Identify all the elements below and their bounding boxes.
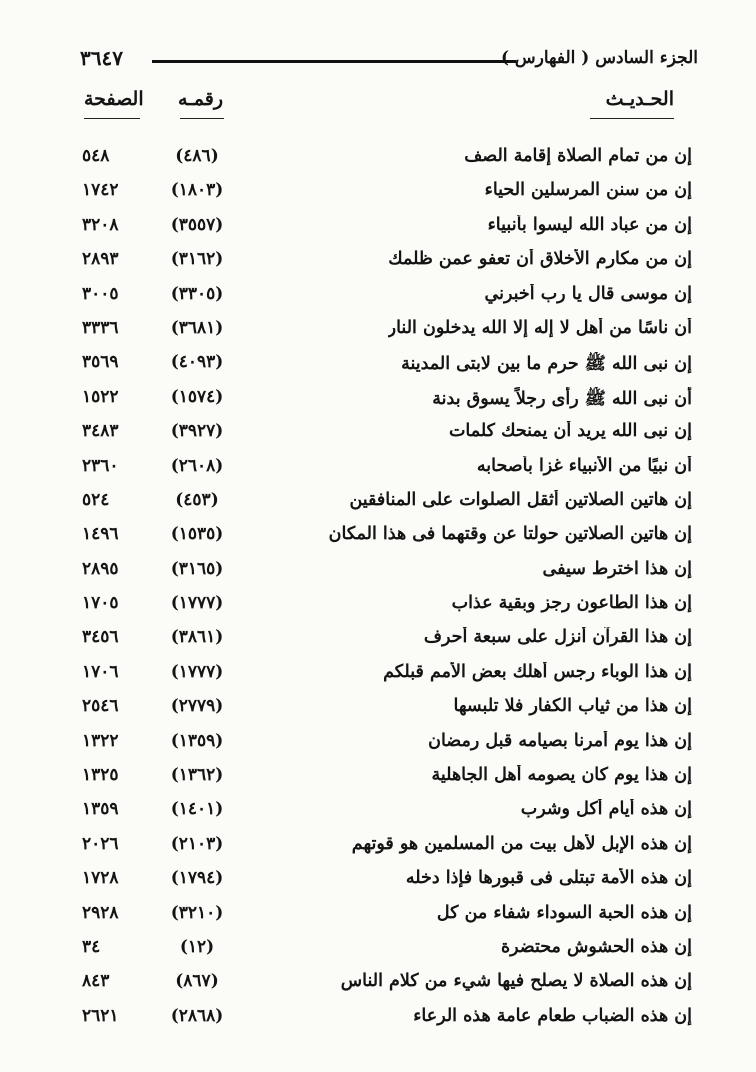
index-entry: [70, 657, 698, 691]
hadith-number: (٣١٦٢): [170, 249, 224, 270]
hadith-number: (١٣٦٢): [170, 765, 224, 786]
column-underline-number: [180, 118, 224, 119]
hadith-text: إن من عباد الله ليسوا بأنبياء: [487, 214, 692, 235]
hadith-number: (١٧٧٧): [170, 661, 224, 682]
hadith-number: (٢٧٧٩): [170, 696, 224, 717]
hadith-text: إن هذه الضباب طعام عامة هذه الرعاء: [413, 1005, 692, 1026]
hadith-text: إن هذا من ثياب الكفار فلا تلبسها: [453, 696, 692, 717]
index-entry: [70, 829, 698, 863]
hadith-page: ٥٢٤: [82, 489, 110, 510]
index-entry: [70, 691, 698, 725]
hadith-text: إن هذه الإبل لأهل بيت من المسلمين هو قوتهم: [351, 833, 692, 854]
hadith-number: (٣٣٠٥): [170, 283, 224, 304]
page-number: ٣٦٤٧: [80, 46, 123, 70]
hadith-page: ١٧٤٢: [82, 180, 119, 201]
hadith-page: ٣٤٥٦: [82, 627, 119, 648]
hadith-number: (١٢): [179, 936, 215, 957]
running-header-title: الجزء السادس ( الفهارس ): [500, 48, 698, 68]
hadith-page: ٢٨٩٥: [82, 558, 119, 579]
hadith-page: ٢٩٢٨: [82, 902, 119, 923]
hadith-text: إن من تمام الصلاة إقامة الصف: [464, 146, 692, 166]
hadith-text: أن ناسًا من أهل لا إله إلا الله يدخلون النار: [387, 317, 692, 338]
hadith-number: (٣٨٦١): [170, 627, 224, 648]
hadith-page: ٢٠٢٦: [82, 833, 119, 854]
hadith-page: ٢٦٢١: [82, 1005, 119, 1026]
hadith-number: (١٥٧٤): [170, 386, 224, 407]
hadith-number: (١٣٥٩): [170, 730, 224, 751]
index-entry: [70, 554, 698, 588]
hadith-number: (١٧٧٧): [170, 593, 224, 614]
hadith-number: (٣٩٢٧): [170, 421, 224, 442]
index-entry: [70, 519, 698, 553]
column-header-page: الصفحة: [84, 88, 144, 110]
index-entry: [70, 932, 698, 966]
hadith-number: (٢٦٠٨): [170, 455, 224, 476]
hadith-page: ١٤٩٦: [82, 524, 119, 545]
hadith-text: إن هذا القرآن أنزل على سبعة أحرف: [423, 627, 692, 648]
hadith-number: (٢٨٦٨): [170, 1005, 224, 1026]
hadith-page: ٣٣٣٦: [82, 317, 119, 338]
index-entry: [70, 416, 698, 450]
hadith-text: إن هذه الحبة السوداء شفاء من كل: [436, 902, 692, 923]
hadith-text: إن موسى قال يا رب أخبرني: [484, 283, 692, 304]
hadith-page: ١٧٢٨: [82, 868, 119, 889]
hadith-page: ١٣٥٩: [82, 799, 119, 820]
hadith-number: (٤٥٣): [175, 489, 219, 510]
hadith-number: (٣٦٨١): [170, 317, 224, 338]
hadith-page: ٢٨٩٣: [82, 249, 119, 270]
hadith-number: (٢١٠٣): [170, 833, 224, 854]
hadith-text: أن نبى الله ﷺ رأى رجلاً يسوق بدنة: [432, 388, 692, 409]
index-entry: [70, 244, 698, 278]
hadith-page: ١٧٠٦: [82, 661, 119, 682]
hadith-page: ١٥٢٢: [82, 386, 119, 407]
hadith-page: ٥٤٨: [82, 146, 110, 166]
index-entry: [70, 863, 698, 897]
index-entry: [70, 1001, 698, 1035]
hadith-number: (١٥٣٥): [170, 524, 224, 545]
index-entry: [70, 622, 698, 656]
hadith-text: إن من سنن المرسلين الحياء: [484, 180, 692, 201]
hadith-number: (١٧٩٤): [170, 868, 224, 889]
hadith-text: إن هذه الأمة تبتلى فى قبورها فإذا دخله: [405, 868, 692, 889]
hadith-page: ٣٥٦٩: [82, 352, 119, 373]
hadith-page: ١٣٢٥: [82, 765, 119, 786]
column-header-hadith: الحـديـث: [605, 88, 674, 110]
hadith-text: إن هذا الطاعون رجز وبقية عذاب: [451, 593, 692, 614]
index-entry: [70, 898, 698, 932]
hadith-text: إن نبى الله ﷺ حرم ما بين لابتى المدينة: [401, 354, 692, 375]
hadith-text: أن نبيًا من الأنبياء غزا بأصحابه: [476, 455, 692, 476]
header-rule: [152, 60, 516, 63]
hadith-number: (٤٨٦): [175, 146, 219, 166]
hadith-text: إن هاتين الصلاتين حولتا عن وقتهما فى هذا المكان: [328, 524, 692, 545]
hadith-page: ٣٤: [82, 936, 101, 957]
hadith-text: إن هاتين الصلاتين أثقل الصلوات على المنافقين: [349, 489, 692, 510]
index-entry: [70, 210, 698, 244]
running-header: [70, 44, 698, 78]
hadith-number: (٣٢١٠): [170, 902, 224, 923]
hadith-text: إن هذا يوم أمرنا بصيامه قبل رمضان: [428, 730, 692, 751]
column-underline-page: [84, 118, 140, 119]
hadith-page: ٣٢٠٨: [82, 214, 119, 235]
hadith-number: (١٨٠٣): [170, 180, 224, 201]
index-entry: [70, 279, 698, 313]
hadith-page: ٣٤٨٣: [82, 421, 119, 442]
index-entry: [70, 726, 698, 760]
hadith-page: ٢٥٤٦: [82, 696, 119, 717]
index-entry: [70, 588, 698, 622]
column-headers: [70, 84, 698, 120]
index-entry: [70, 451, 698, 485]
index-entry: [70, 175, 698, 209]
hadith-text: إن من مكارم الأخلاق أن تعفو عمن ظلمك: [388, 249, 692, 270]
hadith-page: ١٣٢٢: [82, 730, 119, 751]
index-entry: [70, 313, 698, 347]
index-entry: [70, 141, 698, 175]
index-entry: [70, 966, 698, 1000]
hadith-number: (٤٠٩٣): [170, 352, 224, 373]
index-entry: [70, 760, 698, 794]
index-entry: [70, 382, 698, 416]
column-underline-hadith: [590, 118, 674, 119]
hadith-text: إن هذا يوم كان يصومه أهل الجاهلية: [431, 765, 692, 786]
hadith-number: (٣١٦٥): [170, 558, 224, 579]
hadith-text: إن هذه الحشوش محتضرة: [500, 936, 692, 957]
hadith-text: إن هذه الصلاة لا يصلح فيها شيء من كلام الناس: [340, 971, 692, 992]
hadith-index-list: [70, 141, 698, 1035]
hadith-number: (١٤٠١): [170, 799, 224, 820]
column-header-number: رقمـه: [178, 88, 223, 110]
hadith-number: (٨٦٧): [175, 971, 219, 992]
hadith-page: ١٧٠٥: [82, 593, 119, 614]
hadith-page: ٣٠٠٥: [82, 283, 119, 304]
hadith-text: إن هذه أيام أكل وشرب: [520, 799, 692, 820]
index-entry: [70, 794, 698, 828]
hadith-text: إن نبى الله يريد أن يمنحك كلمات: [448, 421, 692, 442]
index-entry: [70, 485, 698, 519]
hadith-number: (٣٥٥٧): [170, 214, 224, 235]
hadith-page: ٨٤٣: [82, 971, 110, 992]
hadith-text: إن هذا اخترط سيفى: [542, 558, 692, 579]
hadith-text: إن هذا الوباء رجس أهلك بعض الأمم قبلكم: [383, 661, 692, 682]
hadith-page: ٢٣٦٠: [82, 455, 119, 476]
index-entry: [70, 347, 698, 381]
